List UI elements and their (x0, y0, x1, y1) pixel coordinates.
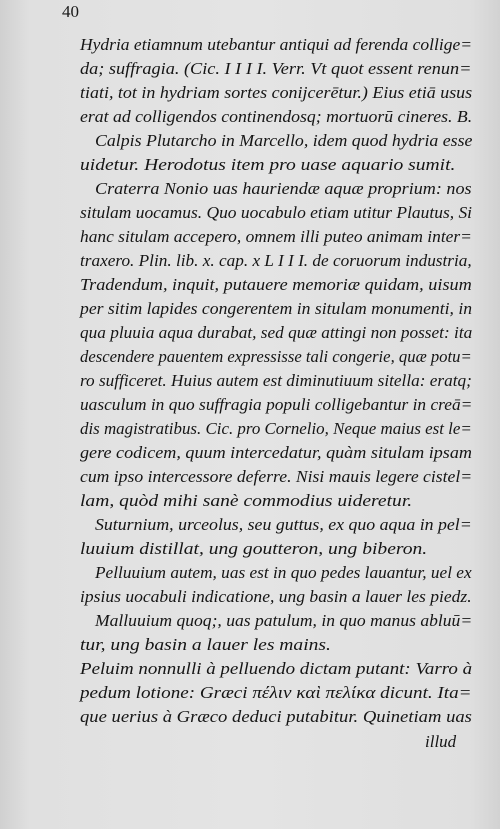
text-line: traxero. Plin. lib. x. cap. x L I I I. de coruorum industria, (80, 251, 472, 270)
text-line: per sitim lapides congerentem in situlam monumenti, in (80, 299, 473, 318)
text-line: Craterra Nonio uas hauriendæ aquæ proprium: nos (95, 179, 472, 198)
text-line: ro sufficeret. Huius autem est diminutiuum sitella: eratq; (80, 371, 472, 390)
text-line: Hydria etiamnum utebantur antiqui ad ferenda collige= (80, 35, 473, 54)
text-line: qua pluuia aqua durabat, sed quæ attingi non posset: ita (80, 323, 473, 342)
text-line: que uerius à Græco deduci putabitur. Quinetiam uas (80, 707, 472, 726)
text-line: uidetur. Herodotus item pro uase aquario sumit. (80, 155, 456, 174)
text-line: Pelluuium autem, uas est in quo pedes lauantur, uel ex (95, 563, 472, 582)
text-line: dis magistratibus. Cic. pro Cornelio, Neque maius est le= (80, 419, 472, 438)
text-line: Calpis Plutarcho in Marcello, idem quod hydria esse (95, 131, 473, 150)
text-line: uasculum in quo suffragia populi colligebantur in creā= (80, 395, 473, 414)
text-line: pedum lotione: Græci πέλιν καὶ πελίκα dicunt. Ita= (80, 683, 472, 702)
text-line: da; suffragia. (Cic. I I I I. Verr. Vt quot essent renun= (80, 59, 472, 78)
text-line: ipsius uocabuli indicatione, ung basin a lauer les piedz. (80, 587, 472, 606)
text-line: tiati, tot in hydriam sortes conijcerētur.) Eius etiā usus (80, 83, 473, 102)
text-line: Malluuium quoq;, uas patulum, in quo manus abluū= (95, 611, 473, 630)
text-line: gere codicem, quum intercedatur, quàm situlam ipsam (80, 443, 472, 462)
text-line: luuium distillat, ung goutteron, ung biberon. (80, 539, 428, 558)
text-line: lam, quòd mihi sanè commodius uideretur. (80, 491, 413, 510)
text-line: cum ipso intercessore deferre. Nisi mauis legere cistel= (80, 467, 473, 486)
catchword: illud (425, 732, 457, 751)
text-line: hanc situlam accepero, omnem illi puteo animam inter= (80, 227, 472, 246)
body-text (80, 35, 473, 751)
text-line: Tradendum, inquit, putauere memoriæ quidam, uisum (80, 275, 472, 294)
text-line: tur, ung basin a lauer les mains. (80, 635, 331, 654)
text-line: Peluim nonnulli à pelluendo dictam putant: Varro à (80, 659, 473, 678)
text-line: situlam uocamus. Quo uocabulo etiam utitur Plautus, Si (80, 203, 473, 222)
page-number: 40 (62, 2, 79, 21)
text-line: descendere pauentem expressisse tali congerie, quæ potu= (80, 347, 472, 366)
text-line: erat ad colligendos continendosq; mortuorū cineres. B. (80, 107, 473, 126)
text-line: Suturnium, urceolus, seu guttus, ex quo aqua in pel= (95, 515, 472, 534)
